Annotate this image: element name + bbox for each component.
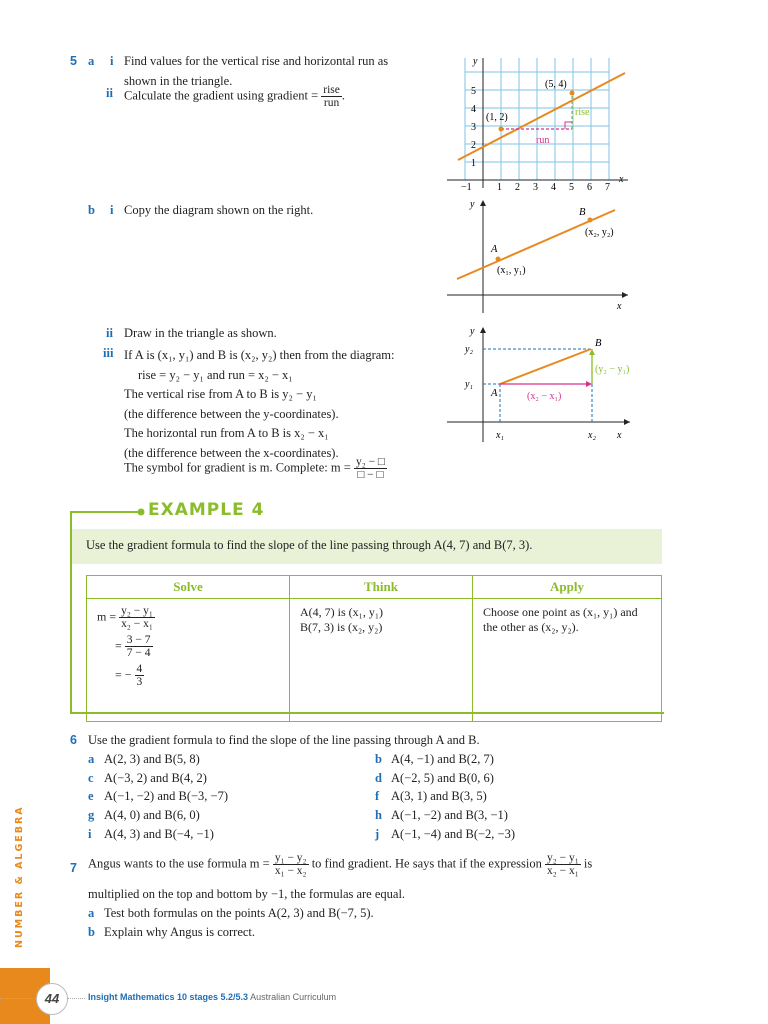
label-run: run (536, 135, 550, 146)
q7-first-line: Angus wants to the use formula m = $\frac{\text{y₁ − y₂}}{\text{x₁ − x₂}}$ to find gradient. He says that if the expression $\frac{\text{y₂ − y₁}}{\text{x₂ − x₁}}$ is (88, 852, 593, 878)
q6-part-label: f (375, 789, 380, 804)
label-point-1-2: (1, 2) (486, 112, 508, 123)
y-axis-label: y (473, 56, 478, 67)
q6-part-label: j (375, 826, 380, 841)
q6-part (375, 789, 487, 804)
q6-part-label: b (375, 752, 382, 766)
q7-a-text: Test both formulas on the points A(2, 3) and B(−7, 5). (104, 906, 374, 920)
label-A-coord: (x₁, y₁) (497, 265, 526, 276)
part-label-b: b (88, 203, 95, 217)
q6-text: Use the gradient formula to find the slope of the line passing through A and B. (88, 733, 480, 747)
label-B: B (595, 338, 602, 349)
y-tick-label: 3 (471, 122, 476, 133)
q6-part-text: A(−1, −2) and B(3, −1) (391, 808, 508, 823)
header-solve: Solve (87, 576, 290, 599)
q7-label-b: b (88, 925, 95, 939)
q6-part (88, 808, 200, 823)
point-5-4 (570, 91, 575, 96)
footer-dots-right (67, 998, 85, 999)
q6-part-text: A(−1, −4) and B(−2, −3) (391, 826, 516, 841)
label-A: A (491, 388, 498, 399)
subpart-label-b-iii: iii (103, 346, 114, 360)
question-number-6: 6 (70, 733, 77, 747)
apply-cell: Choose one point as (x₁, y₁) and the other as (x₂, y₂). (473, 599, 662, 722)
y-axis-label: y (470, 199, 475, 210)
label-point-5-4: (5, 4) (545, 79, 567, 90)
footer-dots-left (0, 998, 36, 999)
question-number-7: 7 (70, 861, 77, 875)
y-tick-label: 2 (471, 140, 476, 151)
q6-part (375, 827, 515, 842)
q5b-iii-line: (the difference between the y-coordinates). (124, 406, 339, 421)
q5b-iii-line: The vertical rise from A to B is y₂ − y₁ (124, 387, 317, 401)
y-tick-label: 4 (471, 104, 476, 115)
q7-label-a: a (88, 906, 95, 920)
x-tick-label: 3 (533, 182, 538, 190)
subpart-label-ii: ii (106, 86, 113, 100)
label-A: A (491, 244, 498, 255)
q6-part (88, 771, 207, 786)
solve-cell: m = $\frac{\text{y₂ − y₁}}{\text{x₂ − x₁}}$ = $\frac{3 - 7}{7 - 4}$ = − $\frac{4}{3}$ (87, 599, 290, 722)
label-rise-expr: (y₂ − y₁) (595, 364, 630, 375)
point-1-2 (499, 127, 504, 132)
think-cell: A(4, 7) is (x₁, y₁) B(7, 3) is (x₂, y₂) (290, 599, 473, 722)
footer-book-title: Insight Mathematics 10 stages 5.2/5.3 Australian Curriculum (88, 992, 337, 1002)
q6-part (375, 808, 508, 823)
q5a-i-text-line1: Find values for the vertical rise and horizontal run as (124, 54, 389, 68)
label-B: B (579, 207, 586, 218)
q5b-iii-first-line: If A is (x₁, y₁) and B is (x₂, y₂) then from the diagram: (124, 348, 395, 362)
rise-over-run-fraction: $\frac{\text{rise}}{\text{run}}$ (323, 84, 340, 110)
q5b-iii-line: (the difference between the x-coordinates). (124, 445, 339, 460)
question-number-5: 5 (70, 54, 77, 68)
q6-part-text: A(−3, 2) and B(4, 2) (104, 770, 207, 785)
q6-part-label: a (88, 752, 95, 766)
q5b-i-text: Copy the diagram shown on the right. (124, 203, 314, 217)
q6-part-text: A(−1, −2) and B(−3, −7) (104, 789, 229, 804)
header-think: Think (290, 576, 473, 599)
example-title-rule (70, 504, 150, 520)
q6-part (375, 752, 494, 767)
example-title: EXAMPLE 4 (148, 500, 265, 520)
q6-part-text: A(4, 3) and B(−4, −1) (104, 826, 214, 841)
y-axis-label: y (470, 326, 475, 337)
q6-part (88, 827, 214, 842)
q6-part (375, 771, 494, 786)
subpart-label-b-ii: ii (106, 326, 113, 340)
q6-part-text: A(4, 0) and B(6, 0) (104, 808, 200, 823)
q6-part-label: g (88, 808, 95, 823)
header-apply: Apply (473, 576, 662, 599)
q6-part-label: e (88, 789, 94, 804)
q5a-i-text-line2: shown in the triangle. (124, 73, 233, 88)
x-axis-label: x (617, 301, 622, 312)
q6-part-label: i (88, 826, 92, 841)
q7-second-line: multiplied on the top and bottom by −1, the formulas are equal. (88, 887, 406, 901)
y-tick-label: 5 (471, 86, 476, 97)
y-tick-label: 1 (471, 158, 476, 169)
label-rise: rise (575, 107, 590, 118)
x-tick-label: 4 (551, 182, 556, 190)
q6-part-label: c (88, 770, 94, 785)
q7-b-text: Explain why Angus is correct. (104, 925, 256, 939)
complete-gradient: The symbol for gradient is m. Complete: m = $\frac{\text{y₂ − □}}{□ - □}$ (124, 456, 385, 482)
line-graph-a-b (445, 195, 630, 315)
q6-part-label: d (375, 770, 382, 785)
q6-part (88, 752, 200, 767)
q6-part-text: A(−2, 5) and B(0, 6) (391, 770, 494, 785)
label-run-expr: (x₂ − x₁) (527, 391, 562, 402)
x-tick-label: 5 (569, 182, 574, 190)
x-tick-label: 2 (515, 182, 520, 190)
grid-graph-rise-run (445, 50, 630, 190)
x-tick-label: 1 (497, 182, 502, 190)
q6-part (88, 789, 228, 804)
label-y2: y₂ (465, 344, 473, 355)
x-tick-label: −1 (461, 182, 472, 190)
x-axis-label: x (617, 430, 622, 441)
label-y1: y₁ (465, 379, 473, 390)
q6-part-text: A(2, 3) and B(5, 8) (104, 752, 200, 766)
x-tick-label: 7 (605, 182, 610, 190)
subpart-label-i: i (110, 54, 114, 68)
q5b-iii-line: The horizontal run from A to B is x₂ − x₁ (124, 426, 329, 440)
q6-part-text: A(4, −1) and B(2, 7) (391, 752, 494, 766)
q5b-iii-line: rise = y₂ − y₁ and run = x₂ − x₁ (138, 367, 293, 382)
q6-part-text: A(3, 1) and B(3, 5) (391, 789, 487, 804)
part-label-a: a (88, 54, 95, 68)
label-x1: x₁ (496, 430, 504, 441)
example-table (86, 575, 662, 722)
q6-part-label: h (375, 808, 382, 823)
x-axis-label: x (619, 174, 624, 185)
label-B-coord: (x₂, y₂) (585, 227, 614, 238)
q5b-ii-text: Draw in the triangle as shown. (124, 326, 277, 340)
x-tick-label: 6 (587, 182, 592, 190)
subpart-label-b-i: i (110, 203, 114, 217)
page-number: 44 (36, 983, 68, 1015)
example-question: Use the gradient formula to find the slope of the line passing through A(4, 7) and B(7, 3). (86, 538, 533, 552)
section-side-label: NUMBER & ALGEBRA (14, 805, 25, 948)
label-x2: x₂ (588, 430, 596, 441)
gradient-formula: Calculate the gradient using gradient = $\frac{\text{rise}}{\text{run}}$ . (124, 84, 345, 110)
rise-run-triangle-graph (445, 322, 635, 447)
